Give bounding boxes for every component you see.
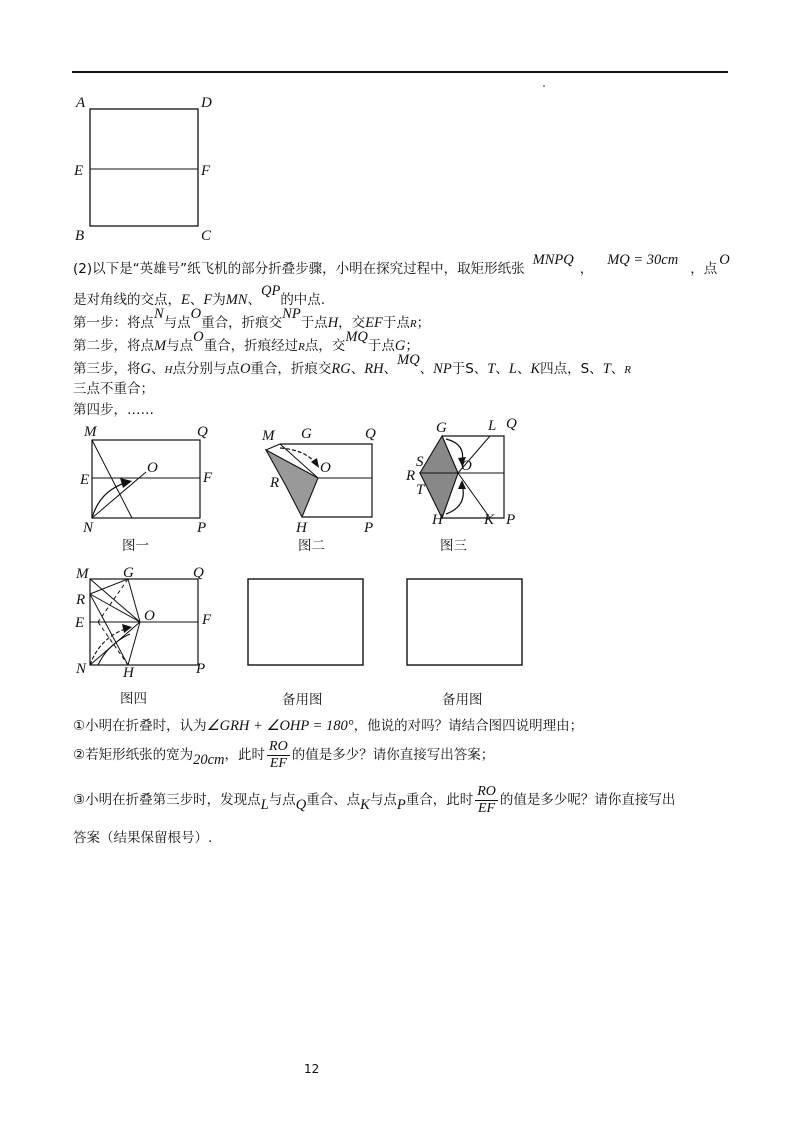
svg-text:Q: Q <box>506 416 517 432</box>
caption-fig-two: 图二 <box>298 538 325 554</box>
label-b: B <box>75 228 85 244</box>
math-q: Q <box>295 797 307 813</box>
figure-four <box>72 562 222 712</box>
math-o: O <box>239 361 251 377</box>
svg-text:P: P <box>197 520 207 536</box>
figure-abcd <box>72 92 222 244</box>
step-three: 第三步，将G、H点分别与点O重合，折痕交RG、RH、MQ、NP于S、T、L、K四点，S、T、R <box>73 352 631 377</box>
caption-fig-four: 图四 <box>120 691 147 707</box>
svg-text:Q: Q <box>365 426 376 442</box>
math-n: N <box>154 306 164 322</box>
arrow-head <box>311 458 319 468</box>
svg-text:M: M <box>262 428 275 444</box>
svg-text:H: H <box>123 665 134 681</box>
header-rule <box>72 71 728 73</box>
figure-one <box>80 420 230 560</box>
svg-text:F: F <box>203 470 213 486</box>
math-rh: RH <box>364 361 384 377</box>
svg-text:N: N <box>83 520 94 536</box>
math-np: NP <box>433 361 452 377</box>
svg-text:P: P <box>364 520 374 536</box>
math-l: L <box>508 361 517 377</box>
caption-spare-1: 备用图 <box>282 692 323 708</box>
spare-figure-1 <box>240 575 380 707</box>
svg-text:M: M <box>76 566 89 582</box>
step-four: 第四步，…… <box>73 402 154 418</box>
math-p: P <box>396 797 406 813</box>
math-mq: MQ <box>397 352 420 368</box>
step-three-cont: 三点不重合； <box>73 381 154 397</box>
math-t: T <box>602 361 611 377</box>
fraction-ro-ef: $\frac{RO}{EF}$ <box>269 738 288 771</box>
svg-text:Q: Q <box>193 565 204 581</box>
math-t: T <box>487 361 496 377</box>
svg-text:R: R <box>406 468 416 484</box>
math-ef: EF <box>365 315 383 331</box>
svg-text:F: F <box>202 612 212 628</box>
math-mq: MQ = 30cm <box>607 252 679 268</box>
math-l: L <box>260 797 269 813</box>
punct: 、 <box>247 292 261 308</box>
svg-text:G: G <box>436 420 447 436</box>
svg-text:E: E <box>80 472 90 488</box>
math-o: O <box>193 329 204 345</box>
svg-text:G: G <box>301 426 312 442</box>
text: 的中点. <box>280 292 326 308</box>
svg-text:M: M <box>84 424 97 440</box>
fold-line <box>92 440 132 518</box>
math-r: R <box>409 318 417 330</box>
punct: 、 <box>189 292 204 308</box>
caption-spare-2: 备用图 <box>442 692 483 708</box>
math-m: M <box>154 338 167 354</box>
math-mq: MQ <box>345 329 368 345</box>
svg-text:L: L <box>488 418 497 434</box>
scan-dot <box>543 85 545 87</box>
math-f: F <box>203 292 213 308</box>
intro-text: (2)以下是“英雄号”纸飞机的部分折叠步骤，小明在探究过程中，取矩形纸张 <box>73 261 525 277</box>
label-d: D <box>201 95 212 111</box>
page-number: 12 <box>304 1062 320 1076</box>
question-three-cont: 答案（结果保留根号）. <box>73 830 213 846</box>
arrow-head <box>120 478 132 488</box>
svg-text:O: O <box>144 608 155 624</box>
text: 为 <box>212 292 226 308</box>
intro-text-2: 是对角线的交点， <box>73 292 181 308</box>
step-one: 第一步：将点N与点O重合，折痕交NP于点H，交EF于点R； <box>73 306 431 331</box>
math-g: G <box>394 338 406 354</box>
svg-text:Q: Q <box>197 424 208 440</box>
step-two: 第二步，将点M与点O重合，折痕经过R点，交MQ于点G； <box>73 329 419 354</box>
question-one: ①小明在折叠时，认为∠GRH + ∠OHP = 180°，他说的对吗？请结合图四说明理由； <box>73 718 584 734</box>
math-qp: QP <box>260 283 281 299</box>
label-c: C <box>201 228 212 244</box>
svg-text:S: S <box>416 454 424 470</box>
svg-text:G: G <box>123 565 134 581</box>
svg-text:O: O <box>461 458 472 474</box>
punct: ，点 <box>690 261 718 277</box>
math-angle-sum: ∠GRH + ∠OHP = 180° <box>206 718 354 734</box>
question-two: ②若矩形纸张的宽为20cm，此时 $\frac{RO}{EF}$ 的值是多少？请你直接写出答案； <box>73 738 495 771</box>
math-g: G <box>140 361 151 377</box>
svg-text:N: N <box>76 661 87 677</box>
math-h: H <box>164 364 173 376</box>
math-o: O <box>719 252 730 268</box>
svg-text:R: R <box>76 592 86 608</box>
label-a: A <box>76 95 86 111</box>
svg-text:O: O <box>320 460 331 476</box>
svg-text:H: H <box>296 520 307 536</box>
math-k: K <box>530 361 541 377</box>
svg-text:R: R <box>270 475 280 491</box>
math-rg: RG <box>331 361 351 377</box>
math-width: 20cm <box>193 752 225 768</box>
caption-fig-three: 图三 <box>440 538 467 554</box>
math-mnpq: MNPQ <box>532 252 574 268</box>
svg-text:P: P <box>196 661 206 677</box>
label-f: F <box>201 163 211 179</box>
question-three: ③小明在折叠第三步时，发现点L与点Q重合、点K与点P重合，此时 $\frac{RO}{EF}$ 的值是多少呢？请你直接写出 <box>73 783 676 816</box>
math-r: R <box>298 341 305 353</box>
svg-text:T: T <box>416 482 425 498</box>
problem-intro-line <box>73 252 730 279</box>
spare-figure-2 <box>400 575 540 707</box>
svg-text:E: E <box>75 615 85 631</box>
math-o: O <box>190 306 202 322</box>
svg-text:H: H <box>432 512 443 528</box>
figure-two <box>256 420 396 560</box>
math-r: R <box>624 364 631 376</box>
math-mn: MN <box>225 292 248 308</box>
fraction-ro-ef: $\frac{RO}{EF}$ <box>477 783 496 816</box>
math-k: K <box>360 797 370 813</box>
svg-text:P: P <box>506 512 516 528</box>
punct: ， <box>579 261 594 277</box>
math-h: H <box>327 315 339 331</box>
figure-three <box>406 414 536 560</box>
rect-abcd <box>90 109 198 226</box>
caption-fig-one: 图一 <box>122 538 149 554</box>
math-e: E <box>181 292 190 308</box>
label-e: E <box>74 163 84 179</box>
svg-text:K: K <box>484 512 495 528</box>
svg-text:O: O <box>147 460 158 476</box>
math-np: NP <box>282 306 301 322</box>
